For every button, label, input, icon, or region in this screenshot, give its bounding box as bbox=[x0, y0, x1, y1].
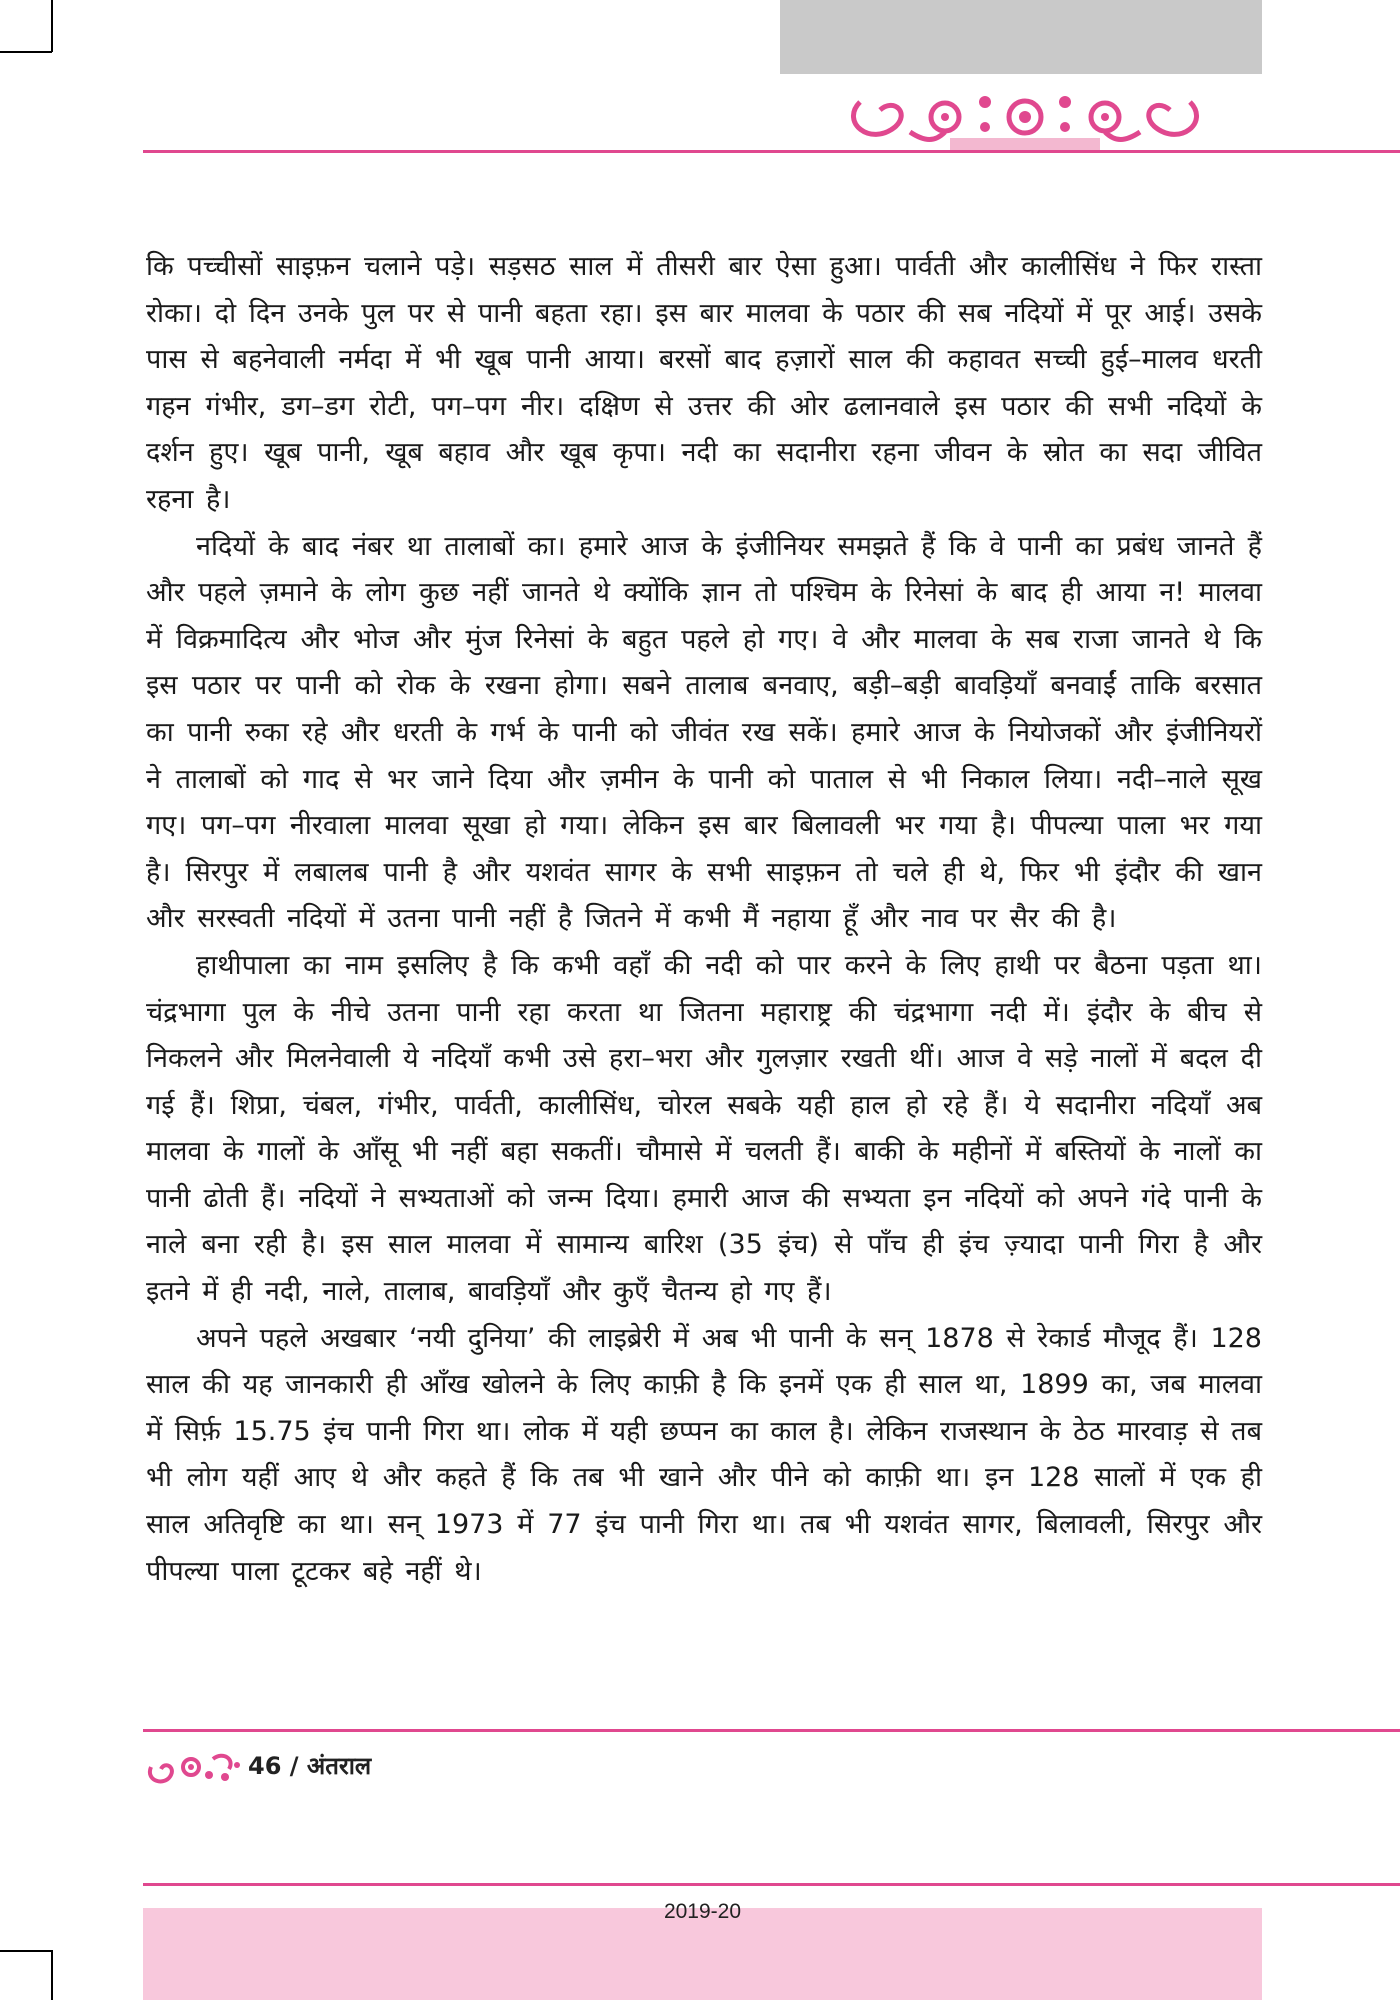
paragraph-3: हाथीपाला का नाम इसलिए है कि कभी वहाँ की नदी को पार करने के लिए हाथी पर बैठना पड़ता था। चंद्रभागा पुल के नीचे उतना पानी रहा करता था जितना महाराष्ट्र की चंद्रभागा नदी में। इंदौर के बीच से निकलने और मिलनेवाली ये नदियाँ कभी उसे हरा–भरा और गुलज़ार रखती थीं। आज वे सड़े नालों में बदल दी गई हैं। शिप्रा, चंबल, गंभीर, पार्वती, कालीसिंध, चोरल सबके यही हाल हो रहे हैं। ये सदानीरा नदियाँ अब मालवा के गालों के आँसू भी नहीं बहा सकतीं। चौमासे में चलती हैं। बाकी के महीनों में बस्तियों के नालों का पानी ढोती हैं। नदियों ने सभ्यताओं को जन्म दिया। हमारी आज की सभ्यता इन नदियों को अपने गंदे पानी के नाले बना रही है। इस साल मालवा में सामान्य बारिश (35 इंच) से पाँच ही इंच ज़्यादा पानी गिरा है और इतने में ही नदी, नाले, तालाब, बावड़ियाँ और कुएँ चैतन्य हो गए हैं। bbox=[146, 949, 1262, 1308]
crop-mark-bottom-horizontal bbox=[0, 1950, 52, 1952]
page-number-label: 46 / अंतराल bbox=[248, 1752, 372, 1780]
footer-rule-top bbox=[143, 1729, 1400, 1732]
crop-mark-top-horizontal bbox=[0, 51, 52, 53]
body-text bbox=[146, 244, 1262, 1595]
edition-year: 2019-20 bbox=[663, 1900, 742, 1923]
paragraph-2: नदियों के बाद नंबर था तालाबों का। हमारे आज के इंजीनियर समझते हैं कि वे पानी का प्रबंध जानते हैं और पहले ज़माने के लोग कुछ नहीं जानते थे क्योंकि ज्ञान तो पश्चिम के रिनेसां के बाद ही आया न! मालवा में विक्रमादित्य और भोज और मुंज रिनेसां के बहुत पहले हो गए। वे और मालवा के सब राजा जानते थे कि इस पठार पर पानी को रोक के रखना होगा। सबने तालाब बनवाए, बड़ी–बड़ी बावड़ियाँ बनवाईं ताकि बरसात का पानी रुका रहे और धरती के गर्भ के पानी को जीवंत रख सकें। हमारे आज के नियोजकों और इंजीनियरों ने तालाबों को गाद से भर जाने दिया और ज़मीन के पानी को पाताल से भी निकाल लिया। नदी–नाले सूख गए। पग–पग नीरवाला मालवा सूखा हो गया। लेकिन इस बार बिलावली भर गया है। पीपल्या पाला भर गया है। सिरपुर में लबालब पानी है और यशवंत सागर के सभी साइफ़न तो चले ही थे, फिर भी इंदौर की खान और सरस्वती नदियों में उतना पानी नहीं है जितने में कभी मैं नहाया हूँ और नाव पर सैर की है। bbox=[146, 530, 1262, 935]
header-ornament-icon bbox=[840, 72, 1210, 152]
paragraph-4: अपने पहले अखबार ‘नयी दुनिया’ की लाइब्रेरी में अब भी पानी के सन् 1878 से रेकार्ड मौजूद हैं। 128 साल की यह जानकारी ही आँख खोलने के लिए काफ़ी है कि इनमें एक ही साल था, 1899 का, जब मालवा में सिर्फ़ 15.75 इंच पानी गिरा था। लोक में यही छप्पन का काल है। लेकिन राजस्थान के ठेठ मारवाड़ से तब भी लोग यहीं आए थे और कहते हैं कि तब भी खाने और पीने को काफ़ी था। इन 128 सालों में एक ही साल अतिवृष्टि का था। सन् 1973 में 77 इंच पानी गिरा था। तब भी यशवंत सागर, बिलावली, सिरपुर और पीपल्या पाला टूटकर बहे नहीं थे। bbox=[146, 1322, 1263, 1587]
header-rule bbox=[143, 150, 1400, 153]
paragraph-1: कि पच्चीसों साइफ़न चलाने पड़े। सड़सठ साल में तीसरी बार ऐसा हुआ। पार्वती और कालीसिंध ने फिर रास्ता रोका। दो दिन उनके पुल पर से पानी बहता रहा। इस बार मालवा के पठार की सब नदियों में पूर आई। उसके पास से बहनेवाली नर्मदा में भी खूब पानी आया। बरसों बाद हज़ारों साल की कहावत सच्ची हुई–मालव धरती गहन गंभीर, डग–डग रोटी, पग–पग नीर। दक्षिण से उत्तर की ओर ढलानवाले इस पठार की सभी नदियों के दर्शन हुए। खूब पानी, खूब बहाव और खूब कृपा। नदी का सदानीरा रहना जीवन के स्रोत का सदा जीवित रहना है। bbox=[146, 251, 1262, 515]
header-gray-band bbox=[780, 0, 1262, 74]
page-footer bbox=[143, 1735, 643, 1795]
crop-mark-top-vertical bbox=[51, 0, 53, 52]
crop-mark-bottom-vertical bbox=[51, 1950, 53, 2000]
footer-rule-bottom bbox=[143, 1883, 1400, 1886]
footer-ornament-icon bbox=[143, 1745, 243, 1789]
